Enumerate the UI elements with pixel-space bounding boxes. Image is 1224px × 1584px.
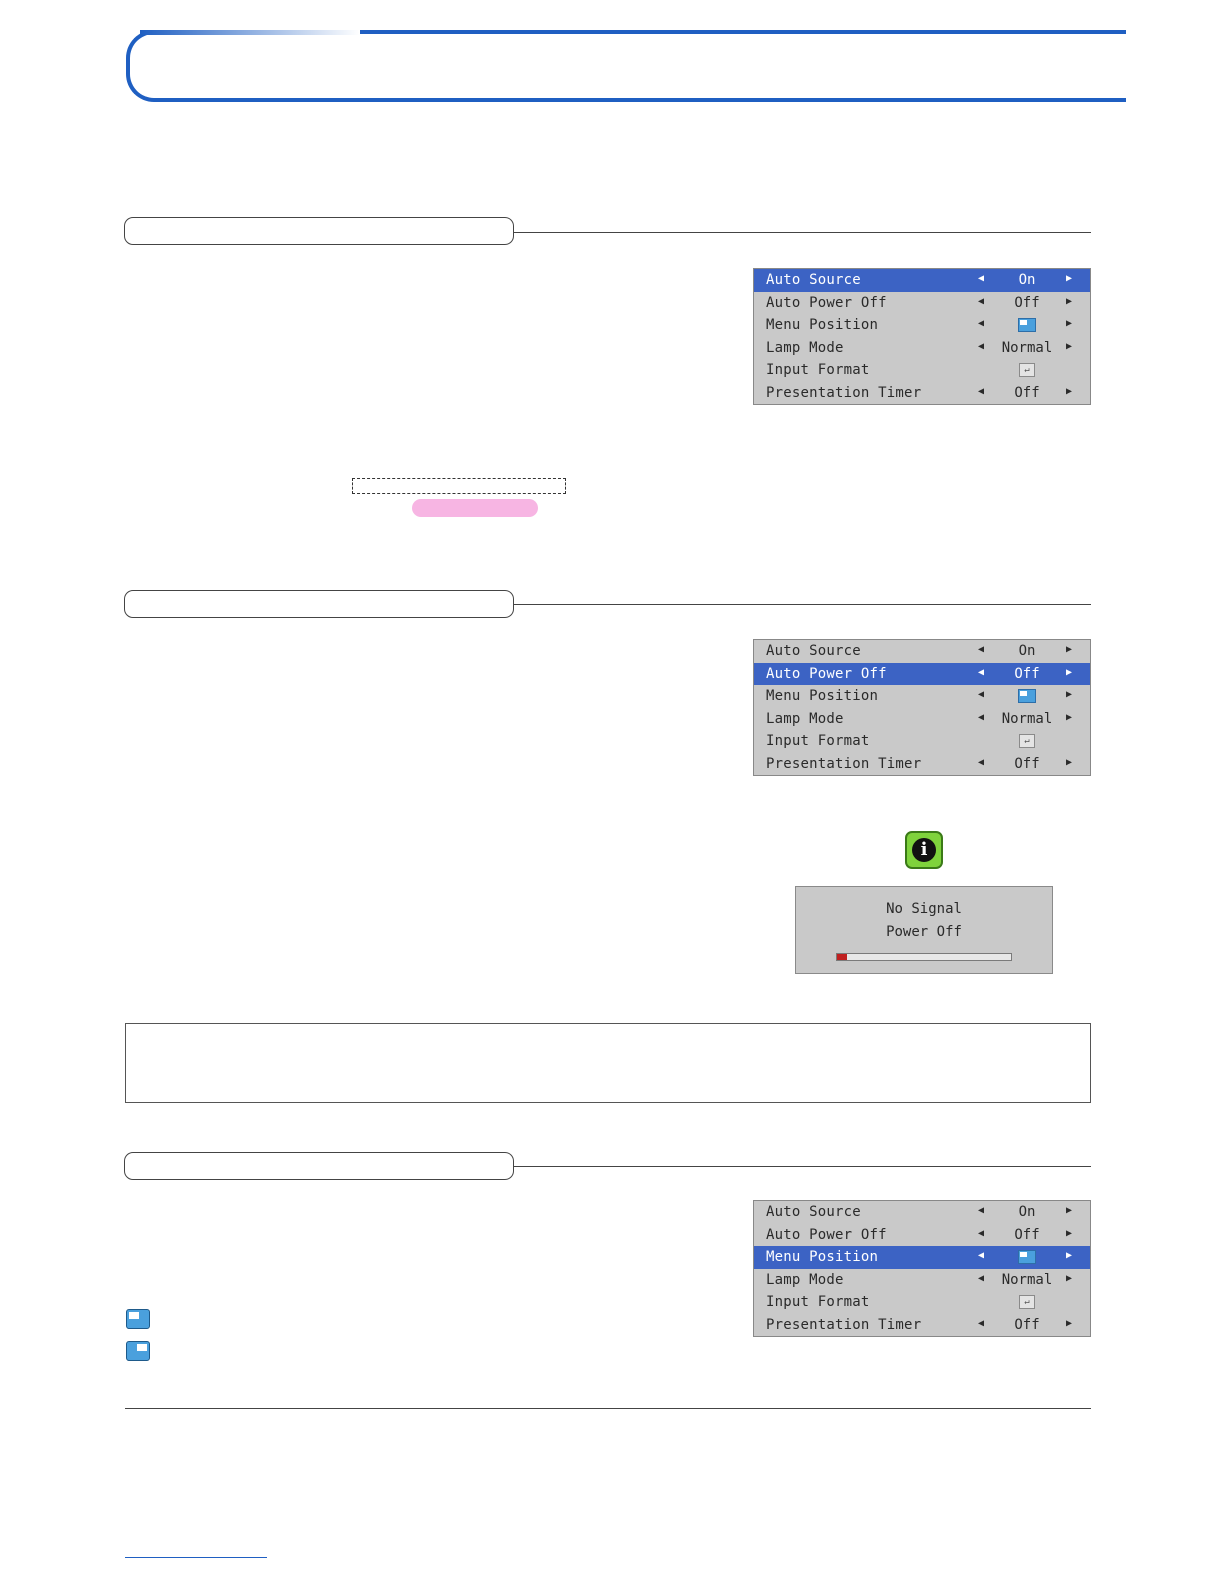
note-box xyxy=(125,1023,1091,1103)
menu-row-lamp-mode[interactable] xyxy=(754,337,1090,360)
menu-row-presentation-timer[interactable] xyxy=(754,382,1090,405)
menu-row-value: Normal xyxy=(1001,339,1053,356)
right-arrow-icon[interactable]: ▶ xyxy=(1066,1317,1073,1329)
menu-row-value xyxy=(996,362,1058,378)
menu-row-label: Input Format xyxy=(766,1294,870,1310)
header-frame xyxy=(126,30,1126,102)
menu-row-label: Input Format xyxy=(766,733,870,749)
right-arrow-icon[interactable]: ▶ xyxy=(1066,385,1073,397)
right-arrow-icon[interactable]: ▶ xyxy=(1066,273,1073,284)
section-rule xyxy=(514,604,1091,605)
right-arrow-icon[interactable]: ▶ xyxy=(1066,1250,1073,1261)
menu-row-label: Menu Position xyxy=(766,688,879,704)
dialog-line-1: No Signal xyxy=(886,901,962,917)
menu-row-label: Auto Power Off xyxy=(766,665,887,682)
dashed-placeholder xyxy=(352,478,566,494)
enter-icon[interactable]: ↵ xyxy=(1019,363,1035,377)
right-arrow-icon[interactable]: ▶ xyxy=(1066,318,1073,329)
menu-row-input-format[interactable] xyxy=(754,730,1090,753)
right-arrow-icon[interactable]: ▶ xyxy=(1066,340,1073,352)
menu-row-value xyxy=(996,1294,1058,1310)
menu-row-value: On xyxy=(1018,272,1036,288)
menu-row-menu-position[interactable] xyxy=(754,1246,1090,1269)
menu-row-auto-power-off[interactable] xyxy=(754,1224,1090,1247)
menu-row-auto-source[interactable] xyxy=(754,640,1090,663)
menu-row-label: Presentation Timer xyxy=(766,1316,922,1333)
no-signal-dialog xyxy=(795,886,1053,974)
left-arrow-icon[interactable]: ◀ xyxy=(978,756,985,768)
menu-row-value: Off xyxy=(1014,294,1040,311)
menu-position-top-left-icon xyxy=(126,1309,150,1329)
menu-row-value: Off xyxy=(1014,1316,1040,1333)
right-arrow-icon[interactable]: ▶ xyxy=(1066,1272,1073,1284)
menu-position-icon xyxy=(1018,318,1036,332)
highlight-capsule xyxy=(412,499,538,517)
right-arrow-icon[interactable]: ▶ xyxy=(1066,711,1073,723)
right-arrow-icon[interactable]: ▶ xyxy=(1066,644,1073,655)
right-arrow-icon[interactable]: ▶ xyxy=(1066,1227,1073,1239)
menu-row-label: Auto Power Off xyxy=(766,294,887,311)
left-arrow-icon[interactable]: ◀ xyxy=(978,273,985,284)
section-heading-pill xyxy=(124,217,514,245)
menu-row-presentation-timer[interactable] xyxy=(754,1314,1090,1337)
menu-row-value xyxy=(996,1249,1058,1265)
menu-position-icon xyxy=(1018,1250,1036,1264)
right-arrow-icon[interactable]: ▶ xyxy=(1066,756,1073,768)
left-arrow-icon[interactable]: ◀ xyxy=(978,385,985,397)
menu-row-label: Auto Source xyxy=(766,643,861,659)
menu-row-value: Normal xyxy=(1001,1271,1053,1288)
left-arrow-icon[interactable]: ◀ xyxy=(978,644,985,655)
left-arrow-icon[interactable]: ◀ xyxy=(978,295,985,307)
section-rule xyxy=(514,232,1091,233)
left-arrow-icon[interactable]: ◀ xyxy=(978,1272,985,1284)
right-arrow-icon[interactable]: ▶ xyxy=(1066,295,1073,307)
menu-row-menu-position[interactable] xyxy=(754,314,1090,337)
right-arrow-icon[interactable]: ▶ xyxy=(1066,666,1073,678)
menu-row-presentation-timer[interactable] xyxy=(754,753,1090,776)
right-arrow-icon[interactable]: ▶ xyxy=(1066,689,1073,700)
menu-row-value: Off xyxy=(1014,665,1040,682)
menu-row-value: On xyxy=(1018,1204,1036,1220)
menu-row-auto-power-off[interactable] xyxy=(754,663,1090,686)
enter-icon[interactable]: ↵ xyxy=(1019,1295,1035,1309)
menu-row-label: Auto Source xyxy=(766,1204,861,1220)
menu-position-top-right-icon xyxy=(126,1341,150,1361)
left-arrow-icon[interactable]: ◀ xyxy=(978,666,985,678)
menu-row-value: On xyxy=(1018,643,1036,659)
menu-row-label: Menu Position xyxy=(766,317,879,333)
section-rule xyxy=(514,1166,1091,1167)
left-arrow-icon[interactable]: ◀ xyxy=(978,318,985,329)
menu-row-label: Auto Power Off xyxy=(766,1226,887,1243)
menu-row-label: Presentation Timer xyxy=(766,384,922,401)
right-arrow-icon[interactable]: ▶ xyxy=(1066,1205,1073,1216)
left-arrow-icon[interactable]: ◀ xyxy=(978,1317,985,1329)
menu-row-menu-position[interactable] xyxy=(754,685,1090,708)
menu-row-label: Lamp Mode xyxy=(766,339,844,356)
menu-row-label: Lamp Mode xyxy=(766,1271,844,1288)
dialog-line-2: Power Off xyxy=(886,924,962,940)
footer-rule xyxy=(125,1408,1091,1409)
settings-menu-menu-position xyxy=(753,1200,1091,1337)
menu-row-auto-power-off[interactable] xyxy=(754,292,1090,315)
menu-row-label: Menu Position xyxy=(766,1249,879,1265)
menu-row-label: Input Format xyxy=(766,362,870,378)
section-heading-pill xyxy=(124,590,514,618)
settings-menu-auto-source xyxy=(753,268,1091,405)
menu-row-value xyxy=(996,733,1058,749)
menu-row-value: Normal xyxy=(1001,710,1053,727)
menu-row-value xyxy=(996,688,1058,704)
left-arrow-icon[interactable]: ◀ xyxy=(978,1250,985,1261)
menu-row-value xyxy=(996,317,1058,333)
menu-row-label: Lamp Mode xyxy=(766,710,844,727)
menu-row-value: Off xyxy=(1014,1226,1040,1243)
menu-row-label: Auto Source xyxy=(766,272,861,288)
left-arrow-icon[interactable]: ◀ xyxy=(978,711,985,723)
menu-row-lamp-mode[interactable] xyxy=(754,1269,1090,1292)
menu-row-label: Presentation Timer xyxy=(766,755,922,772)
menu-row-value: Off xyxy=(1014,755,1040,772)
settings-menu-auto-power-off xyxy=(753,639,1091,776)
left-arrow-icon[interactable]: ◀ xyxy=(978,1205,985,1216)
section-heading-pill xyxy=(124,1152,514,1180)
menu-position-icon xyxy=(1018,689,1036,703)
menu-row-input-format[interactable] xyxy=(754,359,1090,382)
countdown-bar-fill xyxy=(837,954,847,960)
menu-row-auto-source[interactable] xyxy=(754,269,1090,292)
menu-row-input-format[interactable] xyxy=(754,1291,1090,1314)
left-arrow-icon[interactable]: ◀ xyxy=(978,340,985,352)
menu-row-value: Off xyxy=(1014,384,1040,401)
menu-row-auto-source[interactable] xyxy=(754,1201,1090,1224)
info-icon: i xyxy=(905,831,943,869)
menu-row-lamp-mode[interactable] xyxy=(754,708,1090,731)
power-off-countdown-bar xyxy=(836,953,1012,961)
left-arrow-icon[interactable]: ◀ xyxy=(978,689,985,700)
left-arrow-icon[interactable]: ◀ xyxy=(978,1227,985,1239)
enter-icon[interactable]: ↵ xyxy=(1019,734,1035,748)
footer-link-underline xyxy=(125,1557,267,1558)
